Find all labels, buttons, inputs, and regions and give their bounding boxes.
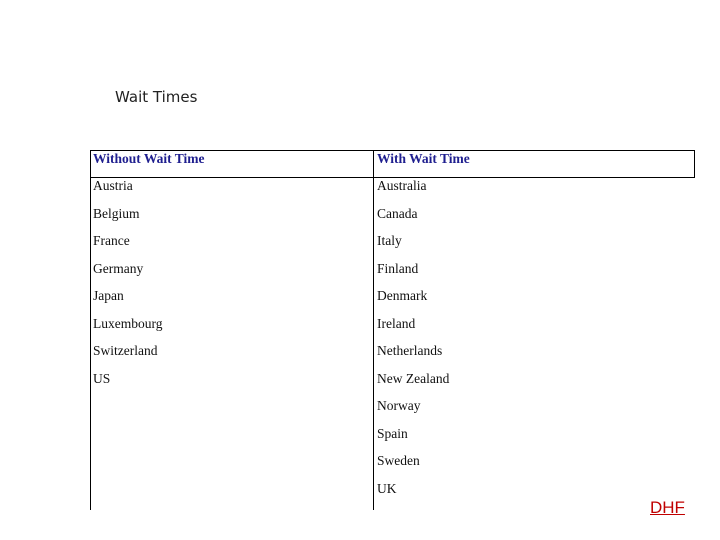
country-cell: Belgium <box>93 205 140 221</box>
credit-link[interactable]: DHF <box>650 498 685 517</box>
without-wait-time-list <box>93 178 163 398</box>
country-cell: Finland <box>377 260 419 276</box>
country-cell: Netherlands <box>377 343 443 358</box>
slide-title: Wait Times <box>115 88 198 106</box>
column-header-with-wait-time: With Wait Time <box>377 151 470 166</box>
country-cell: Italy <box>377 233 402 248</box>
country-cell: Sweden <box>377 453 420 468</box>
country-cell: Switzerland <box>93 343 158 358</box>
country-cell: Norway <box>377 398 421 413</box>
country-cell: Ireland <box>377 315 416 331</box>
column-header-without-wait-time: Without Wait Time <box>93 151 205 166</box>
country-cell: US <box>93 370 111 386</box>
country-cell: Germany <box>93 260 144 276</box>
country-cell: France <box>93 233 130 248</box>
country-cell: Denmark <box>377 288 428 303</box>
country-cell: Luxembourg <box>93 315 163 331</box>
country-cell: Australia <box>377 178 427 193</box>
country-cell: Canada <box>377 205 418 221</box>
with-wait-time-list <box>377 178 449 508</box>
country-cell: Spain <box>377 425 408 441</box>
country-cell: New Zealand <box>377 370 450 386</box>
country-cell: UK <box>377 480 397 496</box>
table-right-border <box>694 150 695 178</box>
table-column-divider <box>373 150 374 510</box>
table-left-border <box>90 150 91 510</box>
country-cell: Japan <box>93 288 124 303</box>
country-cell: Austria <box>93 178 133 193</box>
wait-times-table <box>90 150 695 510</box>
